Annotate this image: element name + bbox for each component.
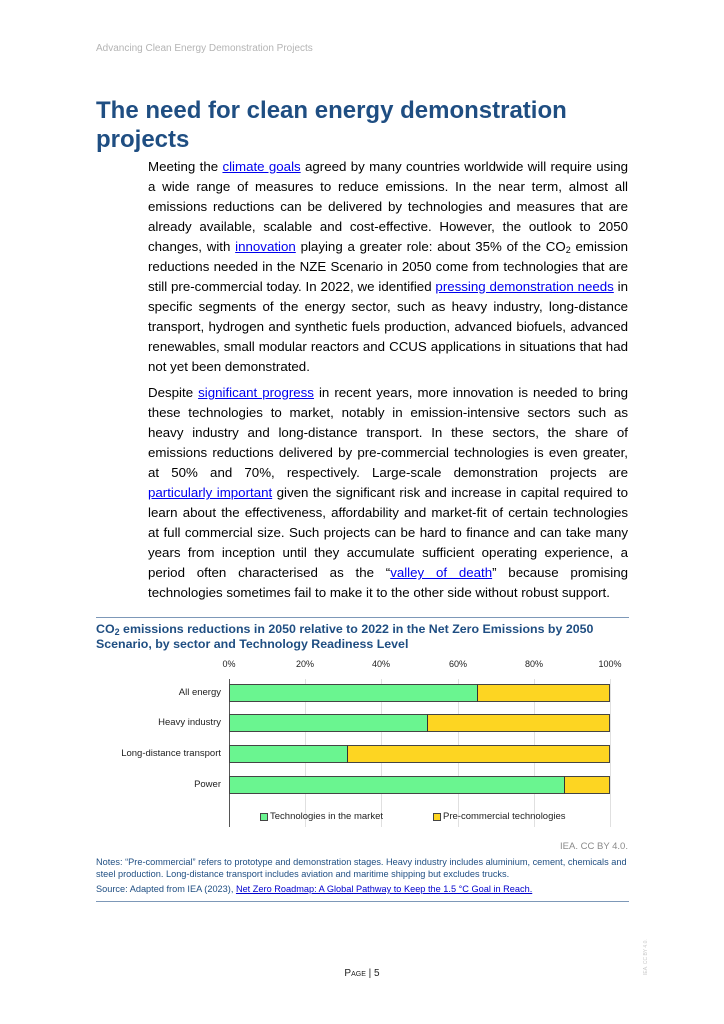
legend-item-market — [260, 811, 383, 822]
bar-segment-market — [229, 714, 427, 732]
text: emissions reductions in 2050 relative to 2022 in the Net Zero Emissions by 2050 Scenario, by sector and Technology Readiness Level — [96, 622, 594, 651]
side-license-text: IEA. CC BY 4.0. — [643, 939, 649, 975]
grid-line — [610, 679, 611, 827]
page-number-value: 5 — [374, 968, 380, 979]
x-tick-label: 100% — [598, 659, 622, 669]
link-pressing-demonstration-needs[interactable]: pressing demonstration needs — [435, 279, 614, 294]
separator: | — [365, 968, 375, 979]
paragraph-1 — [148, 157, 628, 377]
x-tick-label: 80% — [524, 659, 544, 669]
stacked-bar-chart — [96, 655, 629, 830]
text: ” because promising technologies sometimes fail to make it to the other side without robust support. — [148, 565, 628, 600]
bar-segment-market — [229, 684, 477, 702]
text: CO — [96, 622, 115, 636]
text: Despite — [148, 385, 199, 400]
text: agreed by many countries worldwide will require using a wide range of measures to reduce emissions. In the near term, almost all emissions reductions can be delivered by technologies and measures that are already available, scalable and cost-effective. However, the outlook to 2050 changes, with — [148, 159, 628, 254]
page-title: The need for clean energy demonstration projects — [96, 97, 567, 153]
legend-item-precommercial — [433, 811, 566, 822]
x-tick-label: 40% — [371, 659, 391, 669]
bar-segment-market — [229, 745, 347, 763]
figure-source — [96, 883, 629, 895]
category-label: Heavy industry — [158, 717, 221, 728]
bar-all-energy — [229, 684, 610, 702]
text: Meeting the — [148, 159, 223, 174]
x-tick-label: 60% — [448, 659, 468, 669]
figure-top-rule — [96, 617, 629, 618]
running-header: Advancing Clean Energy Demonstration Projects — [96, 43, 313, 54]
bar-segment-precommercial — [427, 714, 610, 732]
text: playing a greater role: about 35% of the CO — [295, 239, 566, 254]
page-label: Page — [344, 968, 366, 979]
bar-heavy-industry — [229, 714, 610, 732]
bar-segment-precommercial — [477, 684, 610, 702]
page-number — [0, 968, 724, 979]
bar-long-distance-transport — [229, 745, 610, 763]
figure-notes: Notes: “Pre-commercial” refers to prototype and demonstration stages. Heavy industry includes aluminium, cement, chemicals and steel production. Long-distance transport includes aviation and maritime shipping but excludes trucks. — [96, 857, 627, 879]
subscript: 2 — [114, 627, 120, 637]
figure-credit: IEA. CC BY 4.0. — [560, 841, 628, 852]
text: emission reductions needed in the NZE Scenario in 2050 come from technologies that are still pre-commercial today. In 2022, we identified — [148, 239, 628, 294]
category-label: All energy — [178, 687, 221, 698]
category-label: Power — [194, 779, 221, 790]
text: in specific segments of the energy sector, such as heavy industry, long-distance transport, hydrogen and synthetic fuels production, advanced biofuels, advanced renewables, small modular reactors and CCUS applications in situations that had not yet been demonstrated. — [148, 279, 629, 374]
x-tick-label: 20% — [295, 659, 315, 669]
paragraph-2 — [148, 383, 628, 603]
text: in recent years, more innovation is needed to bring these technologies to market, notably in emission-intensive sectors such as heavy industry and long-distance transport. In these sectors, the share of emissions reductions delivered by pre-commercial technologies is even greater, at 50% and 70%, respectively. Large-scale demonstration projects are — [148, 385, 629, 480]
text: given the significant risk and increase in capital required to learn about the effectiveness, affordability and market-fit of certain technologies at full commercial size. Such projects can be hard to finance and can take many years from inception until they accumulate sufficient operating experience, a period often characterised as the “ — [148, 485, 628, 580]
legend-swatch-yellow — [433, 813, 441, 821]
legend-swatch-green — [260, 813, 268, 821]
link-climate-goals[interactable]: climate goals — [222, 159, 301, 174]
legend-label: Pre-commercial technologies — [443, 811, 566, 822]
link-particularly-important[interactable]: particularly important — [148, 485, 273, 500]
figure-title — [96, 622, 626, 652]
link-significant-progress[interactable]: significant progress — [198, 385, 314, 400]
bar-segment-market — [229, 776, 564, 794]
bar-power — [229, 776, 610, 794]
link-valley-of-death[interactable]: valley of death — [390, 565, 493, 580]
x-tick-label: 0% — [222, 659, 236, 669]
subscript: 2 — [565, 245, 571, 255]
link-net-zero-roadmap[interactable]: Net Zero Roadmap: A Global Pathway to Keep the 1.5 °C Goal in Reach. — [235, 884, 533, 894]
bar-segment-precommercial — [564, 776, 610, 794]
figure-bottom-rule — [96, 901, 629, 902]
link-innovation[interactable]: innovation — [235, 239, 296, 254]
bar-segment-precommercial — [347, 745, 610, 763]
text: Source: Adapted from IEA (2023), — [96, 884, 236, 894]
chart-legend — [260, 811, 566, 822]
legend-label: Technologies in the market — [270, 811, 384, 822]
category-label: Long-distance transport — [121, 748, 221, 759]
